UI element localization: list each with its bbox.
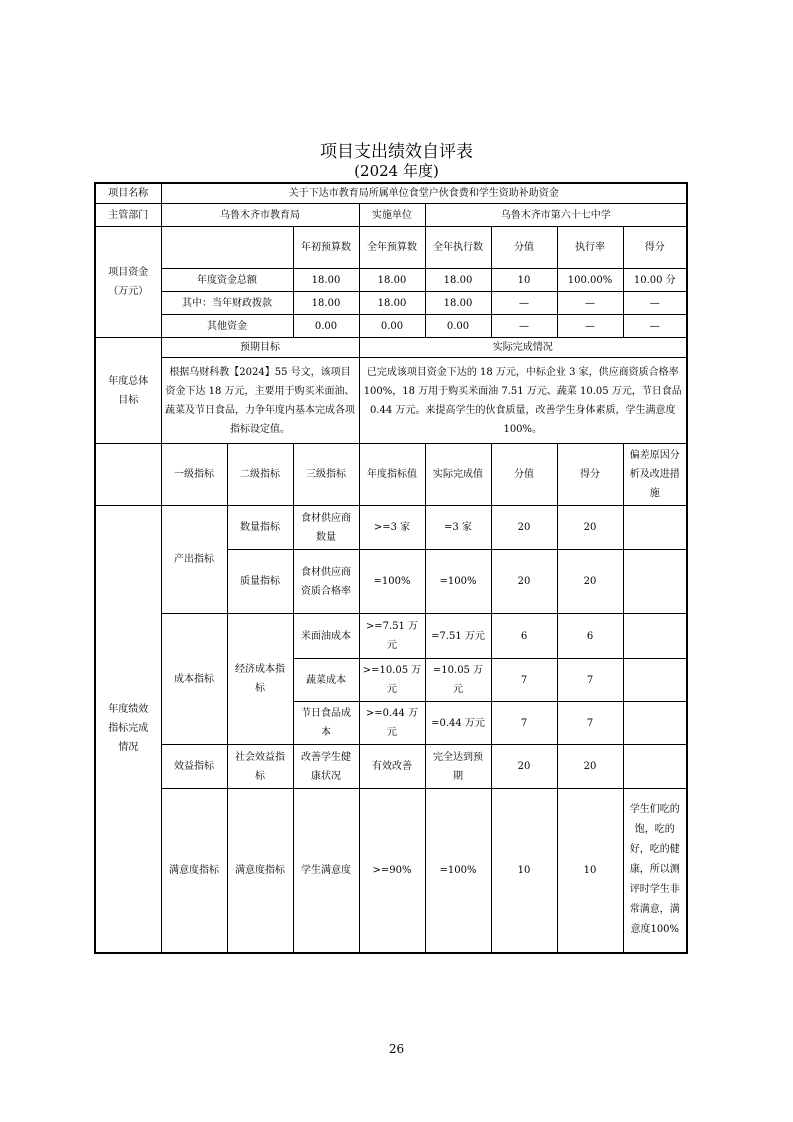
funds-cell: 0.00 — [359, 315, 425, 338]
value-cell: 10 — [491, 789, 557, 953]
actual-cell: =100% — [425, 550, 491, 614]
note-cell — [623, 550, 687, 614]
score-cell: 6 — [557, 614, 623, 659]
actual-cell: 完全达到预期 — [425, 745, 491, 789]
actual-result-text: 已完成该项目资金下达的 18 万元，中标企业 3 家，供应商资质合格率 100%，18 万用于购买米面油 7.51 万元、蔬菜 10.05 万元，节日食品 0.44 万元。来提高学生的伙食质量，改善学生身体素质，学生满意度 100%。 — [359, 358, 687, 444]
target-cell: >=3 家 — [359, 506, 425, 550]
funds-cell: 100.00% — [557, 269, 623, 292]
target-cell: 有效改善 — [359, 745, 425, 789]
funds-cell: — — [557, 315, 623, 338]
document-year: (2024 年度) — [354, 162, 439, 180]
target-cell: >=0.44 万元 — [359, 702, 425, 745]
unit-value: 乌鲁木齐市第六十七中学 — [425, 204, 687, 227]
level3-cell: 米面油成本 — [293, 614, 359, 659]
output-indicator-label: 产出指标 — [161, 506, 227, 614]
value-cell: 20 — [491, 550, 557, 614]
funds-header: 全年预算数 — [359, 227, 425, 269]
note-cell: 学生们吃的饱，吃的好，吃的健康，所以测评时学生非常满意，满意度100% — [623, 789, 687, 953]
dept-value: 乌鲁木齐市教育局 — [161, 204, 359, 227]
funds-header: 全年执行数 — [425, 227, 491, 269]
funds-cell: 10.00 分 — [623, 269, 687, 292]
note-cell — [623, 745, 687, 789]
level3-cell: 食材供应商资质合格率 — [293, 550, 359, 614]
cost-indicator-label: 成本指标 — [161, 614, 227, 745]
note-cell — [623, 702, 687, 745]
funds-label — [95, 227, 161, 338]
actual-cell: =3 家 — [425, 506, 491, 550]
funds-header: 执行率 — [557, 227, 623, 269]
level3-cell: 节日食品成本 — [293, 702, 359, 745]
score-cell: 20 — [557, 745, 623, 789]
actual-cell: =0.44 万元 — [425, 702, 491, 745]
header-actual: 实际完成值 — [425, 444, 491, 506]
header-level3: 三级指标 — [293, 444, 359, 506]
funds-cell: — — [491, 315, 557, 338]
header-deviation: 偏差原因分析及改进措施 — [623, 444, 687, 506]
section-label-line2: 指标完成 — [108, 723, 149, 735]
level3-cell: 学生满意度 — [293, 789, 359, 953]
document-title: 项目支出绩效自评表 — [320, 142, 473, 162]
target-cell: >=7.51 万元 — [359, 614, 425, 659]
goals-label-line1: 年度总体 — [108, 375, 149, 387]
section-label-line3: 情况 — [118, 742, 139, 754]
indicators-section-label — [95, 506, 161, 953]
level2-cell: 社会效益指标 — [227, 745, 293, 789]
page-number: 26 — [388, 1042, 405, 1056]
actual-cell: =10.05 万元 — [425, 659, 491, 702]
funds-row-name: 其他资金 — [161, 315, 293, 338]
funds-label-line2: （万元） — [108, 286, 149, 297]
performance-table — [94, 182, 688, 954]
target-cell: >=90% — [359, 789, 425, 953]
funds-cell: — — [557, 292, 623, 315]
expected-goal-header: 预期目标 — [161, 338, 359, 358]
note-cell — [623, 506, 687, 550]
value-cell: 20 — [491, 506, 557, 550]
target-cell: >=10.05 万元 — [359, 659, 425, 702]
level3-cell: 改善学生健康状况 — [293, 745, 359, 789]
funds-cell: 0.00 — [293, 315, 359, 338]
funds-header: 得分 — [623, 227, 687, 269]
satisfaction-indicator-label: 满意度指标 — [161, 789, 227, 953]
cost-level2-label: 经济成本指标 — [227, 614, 293, 745]
level2-cell: 数量指标 — [227, 506, 293, 550]
funds-cell: 0.00 — [425, 315, 491, 338]
level3-cell: 蔬菜成本 — [293, 659, 359, 702]
funds-cell: — — [623, 292, 687, 315]
value-cell: 7 — [491, 702, 557, 745]
actual-cell: =7.51 万元 — [425, 614, 491, 659]
score-cell: 10 — [557, 789, 623, 953]
funds-cell: 18.00 — [359, 292, 425, 315]
header-score-value: 分值 — [491, 444, 557, 506]
score-cell: 20 — [557, 550, 623, 614]
funds-label-line1: 项目资金 — [108, 267, 149, 278]
funds-cell: 18.00 — [293, 292, 359, 315]
header-level1: 一级指标 — [161, 444, 227, 506]
funds-cell: 10 — [491, 269, 557, 292]
score-cell: 7 — [557, 659, 623, 702]
unit-label: 实施单位 — [359, 204, 425, 227]
note-cell — [623, 659, 687, 702]
funds-header: 年初预算数 — [293, 227, 359, 269]
dept-label: 主管部门 — [95, 204, 161, 227]
level2-cell: 质量指标 — [227, 550, 293, 614]
goals-label — [95, 338, 161, 444]
benefit-indicator-label: 效益指标 — [161, 745, 227, 789]
level3-cell: 食材供应商数量 — [293, 506, 359, 550]
funds-cell: 18.00 — [293, 269, 359, 292]
note-cell — [623, 614, 687, 659]
funds-header-blank — [161, 227, 293, 269]
expected-goal-text: 根据乌财科教【2024】55 号文，该项目资金下达 18 万元，主要用于购买米面油、蔬菜及节日食品，力争年度内基本完成各项指标设定值。 — [161, 358, 359, 444]
actual-result-header: 实际完成情况 — [359, 338, 687, 358]
value-cell: 6 — [491, 614, 557, 659]
funds-cell: — — [623, 315, 687, 338]
funds-cell: 18.00 — [425, 269, 491, 292]
funds-cell: — — [491, 292, 557, 315]
value-cell: 20 — [491, 745, 557, 789]
value-cell: 7 — [491, 659, 557, 702]
funds-cell: 18.00 — [425, 292, 491, 315]
score-cell: 20 — [557, 506, 623, 550]
goals-label-line2: 目标 — [118, 394, 139, 406]
header-score: 得分 — [557, 444, 623, 506]
header-level2: 二级指标 — [227, 444, 293, 506]
level2-cell: 满意度指标 — [227, 789, 293, 953]
score-cell: 7 — [557, 702, 623, 745]
funds-row-name: 其中：当年财政拨款 — [161, 292, 293, 315]
indicator-header-blank — [95, 444, 161, 506]
actual-cell: =100% — [425, 789, 491, 953]
header-target: 年度指标值 — [359, 444, 425, 506]
funds-cell: 18.00 — [359, 269, 425, 292]
project-name-label: 项目名称 — [95, 183, 161, 204]
funds-row-name: 年度资金总额 — [161, 269, 293, 292]
target-cell: =100% — [359, 550, 425, 614]
funds-header: 分值 — [491, 227, 557, 269]
section-label-line1: 年度绩效 — [108, 704, 149, 716]
project-name: 关于下达市教育局所属单位食堂户伙食费和学生资助补助资金 — [161, 183, 687, 204]
